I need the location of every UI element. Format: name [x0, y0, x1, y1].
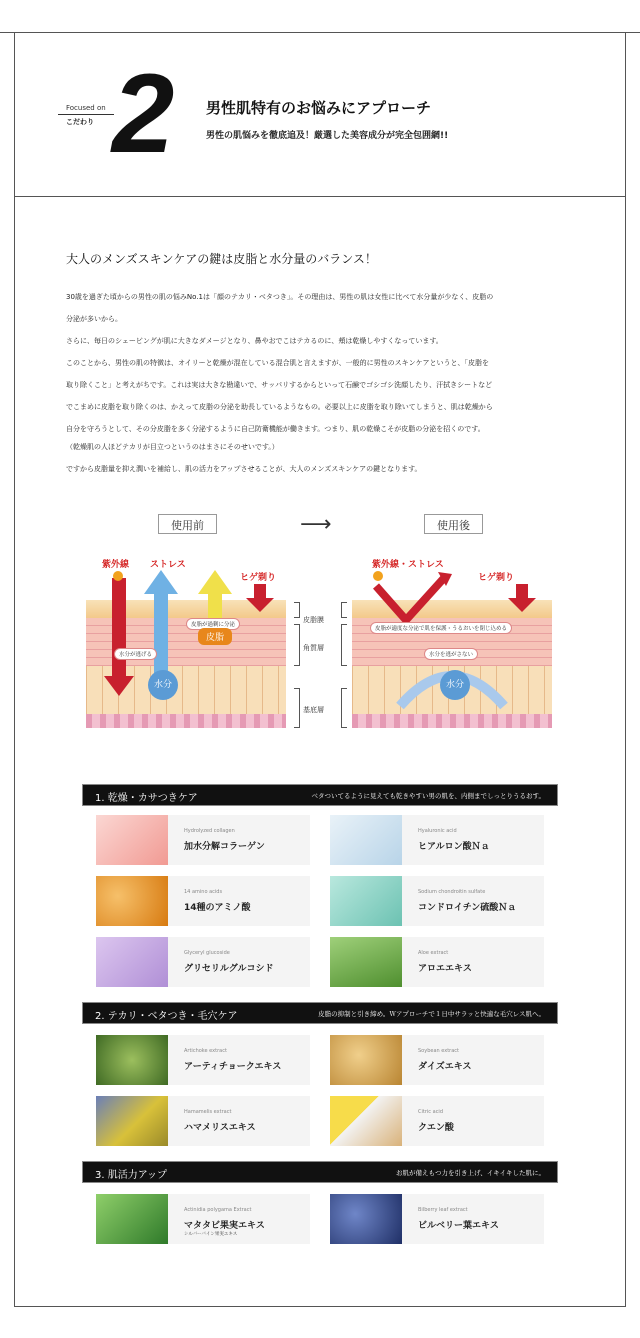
intro-line: 30歳を過ぎた頃からの男性の肌の悩みNo.1は「顔のテカリ・ベタつき」。その理由は、男性の肌は女性に比べて水分量が少なく、皮脂の [66, 293, 494, 301]
uv-stress-label: 紫外線・ストレス [372, 560, 444, 570]
ingredient-en: Artichoke extract [184, 1048, 227, 1054]
ingredient-image [330, 876, 402, 926]
intro-line: 自分を守ろうとして、その分皮脂を多く分泌するように自己防衛機能が働きます。つまり、肌の乾燥こそが皮脂の分泌を招くのです。 [66, 425, 485, 433]
ingredient-card [96, 937, 310, 987]
group-desc: お肌が備えもつ力を引き上げ、イキイキした肌に。 [396, 1169, 545, 1177]
uv-arrow [104, 578, 134, 696]
intro-line: このことから、男性の肌の特徴は、オイリーと乾燥が混在している混合肌と言えますが、一般的に男性のスキンケアというと、「皮脂を [66, 359, 489, 367]
intro-title: 大人のメンズスキンケアの鍵は皮脂と水分量のバランス！ [66, 252, 377, 266]
ingredient-card [96, 1194, 310, 1244]
ingredient-en: Hyaluronic acid [418, 828, 457, 834]
before-after-arrow: ⟶ [300, 512, 332, 537]
group-desc: ベタついてるように見えても乾きやすい男の肌を、内側までしっとりうるおす。 [311, 792, 545, 800]
ingredient-jp: グリセリルグルコシド [184, 964, 274, 974]
ingredient-image [96, 1194, 168, 1244]
ingredient-jp: クエン酸 [418, 1123, 454, 1133]
ingredient-jp: 加水分解コラーゲン [184, 842, 265, 852]
layer-name-horny: 角質層 [303, 644, 324, 652]
ingredient-image [330, 1194, 402, 1244]
ingredient-jp: ダイズエキス [418, 1062, 472, 1072]
water-escape-tag: 水分が逃げる [114, 648, 157, 660]
bracket-horny-right [341, 624, 347, 666]
ingredient-image [330, 937, 402, 987]
page-title: 男性肌特有のお悩みにアプローチ [206, 99, 432, 117]
kodawari-label: こだわり [66, 118, 94, 126]
shave-arrow [508, 584, 536, 612]
ingredient-card [330, 1096, 544, 1146]
shave-label: ヒゲ剃り [240, 573, 277, 583]
focused-on-label: Focused on [66, 104, 106, 112]
ingredient-en: Soybean extract [418, 1048, 460, 1054]
protect-tag: 皮脂が適度な分泌で肌を保護・うるおいを閉じ込める [370, 622, 512, 634]
ingredient-image [330, 1096, 402, 1146]
ingredient-en: Sodium chondroitin sulfate [418, 889, 486, 895]
intro-line: さらに、毎日のシェービングが肌に大きなダメージとなり、鼻やおでこはテカるのに、頬は乾燥しやすくなっています。 [66, 337, 443, 345]
water-keep-tag: 水分を逃がさない [424, 648, 478, 660]
ingredient-en: Bilberry leaf extract [418, 1207, 468, 1213]
intro-line: ですから皮脂量を抑え潤いを補給し、肌の活力をアップさせることが、大人のメンズスキンケアの鍵となります。 [66, 465, 422, 473]
intro-line: 分泌が多いから。 [66, 315, 122, 323]
intro-line: でこまめに皮脂を取り除くのは、かえって皮脂の分泌を助長しているようなもの。必要以上に皮脂を取り除いてしまうと、肌は乾燥から [66, 403, 493, 411]
ingredient-jp: マタタビ果実エキス [184, 1221, 265, 1231]
intro-line: 取り除くこと」と考えがちです。これは実は大きな勘違いで、サッパリするからといって石鹸でゴシゴシ洗顔したり、汗拭きシートなど [66, 381, 493, 389]
ingredient-card [96, 876, 310, 926]
ingredient-en: Glyceryl glucoside [184, 950, 230, 956]
ingredient-image [96, 937, 168, 987]
layer-name-sebum: 皮脂膜 [303, 616, 324, 624]
group-bar-oil [82, 1002, 558, 1024]
water-drop: 水分 [440, 670, 470, 700]
sun-icon [373, 571, 383, 581]
reflect-arrow [376, 578, 444, 620]
ingredient-image [96, 876, 168, 926]
header-divider [14, 196, 626, 197]
ingredient-jp: 14種のアミノ酸 [184, 903, 251, 913]
intro-line: （乾燥肌の人ほどテカリが目立つというのはまさにそのせいです。） [66, 443, 279, 451]
ingredient-en: Aloe extract [418, 950, 449, 956]
ingredient-image [96, 815, 168, 865]
bracket-sebum [294, 602, 300, 618]
ingredient-image [96, 1035, 168, 1085]
bracket-basal-right [341, 688, 347, 728]
bracket-horny [294, 624, 300, 666]
section-number: 2 [112, 51, 175, 176]
ingredient-jp: アロエエキス [418, 964, 472, 974]
ingredient-en: 14 amino acids [184, 889, 223, 895]
ingredient-card [330, 937, 544, 987]
ingredient-en: Actinidia polygama Extract [184, 1207, 252, 1213]
ingredient-jp: コンドロイチン硫酸Ｎａ [418, 903, 517, 913]
after-label: 使用後 [424, 514, 483, 534]
ingredient-card [330, 1035, 544, 1085]
sebum-excess-tag: 皮脂が過剰に分泌 [186, 618, 240, 630]
ingredient-card [96, 815, 310, 865]
bracket-basal [294, 688, 300, 728]
before-label: 使用前 [158, 514, 217, 534]
ingredient-en: Hamamelis extract [184, 1109, 232, 1115]
ingredient-alias: シルバーバイン果実エキス [184, 1232, 238, 1237]
ingredient-card [96, 1096, 310, 1146]
ingredient-jp: ビルベリー葉エキス [418, 1221, 499, 1231]
ingredient-en: Hydrolyzed collagen [184, 828, 235, 834]
bracket-sebum-right [341, 602, 347, 618]
ingredient-card [330, 815, 544, 865]
stress-arrow [144, 570, 178, 686]
group-desc: 皮脂の抑制と引き締め。Ｗアプローチで１日中サラッと快適な毛穴レス肌へ。 [318, 1010, 545, 1018]
sebum-badge: 皮脂 [198, 628, 232, 645]
stress-label: ストレス [150, 560, 186, 570]
after-arrows [352, 556, 552, 728]
group-title: 3. 肌活力アップ [95, 1170, 168, 1181]
ingredient-image [96, 1096, 168, 1146]
ingredient-card [330, 1194, 544, 1244]
ingredient-jp: ハマメリスエキス [184, 1123, 256, 1133]
layer-name-basal: 基底層 [303, 706, 324, 714]
group-title: 1. 乾燥・カサつきケア [95, 793, 198, 804]
ingredient-jp: アーティチョークエキス [184, 1062, 282, 1072]
focused-on-rule [58, 114, 114, 115]
group-bar-vitality [82, 1161, 558, 1183]
sun-icon [113, 571, 123, 581]
group-title: 2. テカリ・ベタつき・毛穴ケア [95, 1011, 238, 1022]
shave-label: ヒゲ剃り [478, 573, 515, 583]
uv-label: 紫外線 [102, 560, 130, 570]
shave-arrow [246, 584, 274, 612]
ingredient-image [330, 815, 402, 865]
water-drop: 水分 [148, 670, 178, 700]
ingredient-card [96, 1035, 310, 1085]
ingredient-card [330, 876, 544, 926]
group-bar-dryness [82, 784, 558, 806]
ingredient-en: Citric acid [418, 1109, 443, 1115]
page-subtitle: 男性の肌悩みを徹底追及！厳選した美容成分が完全包囲網!! [206, 131, 449, 141]
ingredient-jp: ヒアルロン酸Ｎａ [418, 842, 490, 852]
ingredient-image [330, 1035, 402, 1085]
